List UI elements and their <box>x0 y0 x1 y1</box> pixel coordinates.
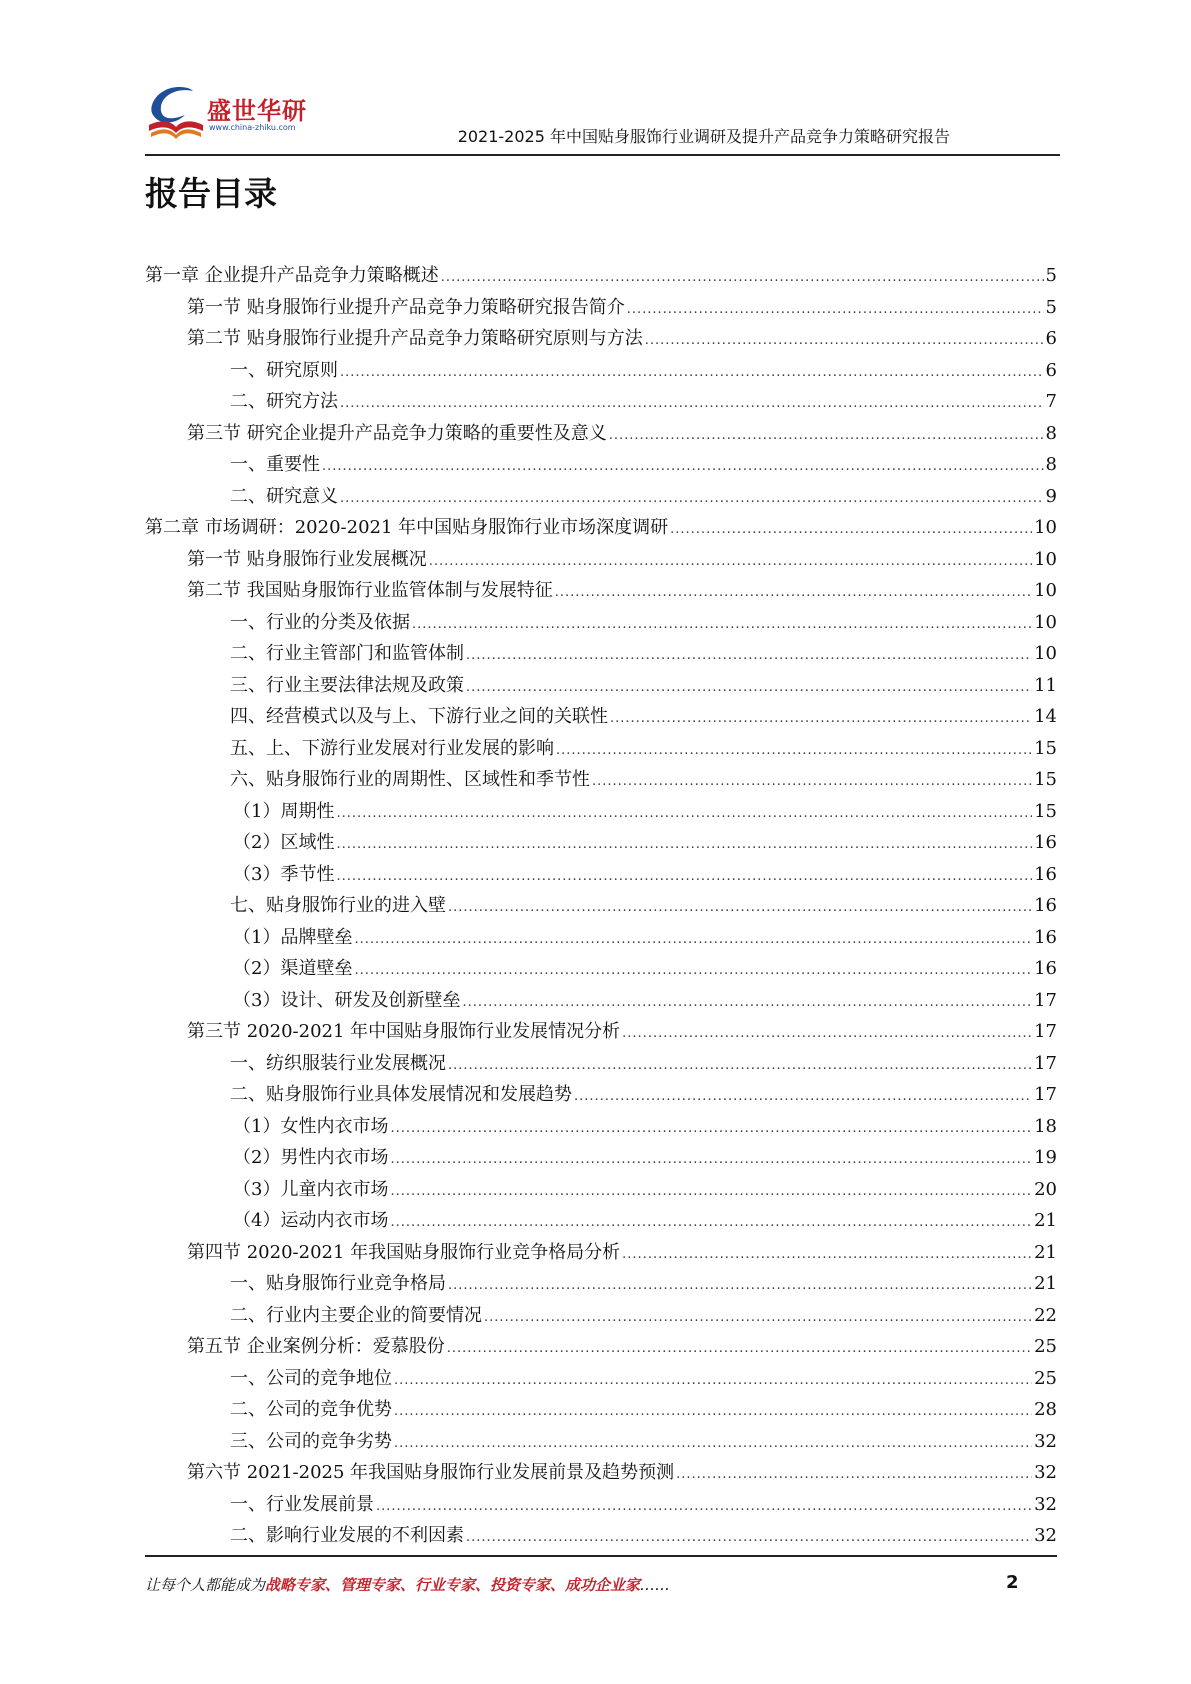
toc-entry-label: （3）儿童内衣市场 <box>233 1178 389 1200</box>
toc-entry-label: 一、公司的竞争地位 <box>230 1367 392 1389</box>
toc-entry-page: 16 <box>1034 863 1057 885</box>
toc-entry-page: 21 <box>1034 1273 1057 1294</box>
toc-leader-dots <box>336 829 1032 861</box>
toc-entry[interactable] <box>145 607 1057 639</box>
toc-entry[interactable] <box>145 827 1057 859</box>
toc-entry[interactable] <box>145 859 1057 891</box>
toc-entry-label: （4）运动内衣市场 <box>233 1210 389 1231</box>
report-title: 2021-2025 年中国贴身服饰行业调研及提升产品竞争力策略研究报告 <box>457 127 950 146</box>
toc-entry[interactable] <box>145 355 1057 387</box>
toc-entry-label: 一、贴身服饰行业竞争格局 <box>230 1273 446 1294</box>
toc-entry-label: 第三节 2020-2021 年中国贴身服饰行业发展情况分析 <box>187 1021 621 1042</box>
toc-entry-page: 6 <box>1045 359 1057 381</box>
toc-entry-page: 32 <box>1034 1462 1057 1483</box>
toc-entry[interactable] <box>145 1111 1057 1143</box>
toc-leader-dots <box>592 766 1032 798</box>
toc-entry[interactable] <box>145 1174 1057 1206</box>
toc-entry-label: 二、研究方法 <box>230 391 338 412</box>
table-of-contents <box>145 260 1057 1552</box>
toc-leader-dots <box>429 546 1032 578</box>
toc-entry[interactable] <box>145 1489 1057 1521</box>
footer-slogan-prefix: 让每个人都能成为 <box>145 1576 266 1594</box>
toc-leader-dots <box>322 451 1044 483</box>
toc-entry-label: 第五节 企业案例分析：爱慕股份 <box>187 1336 445 1357</box>
toc-entry[interactable] <box>145 890 1057 922</box>
logo-url: www.china-zhiku.com <box>209 123 296 132</box>
toc-entry-page: 28 <box>1034 1399 1057 1420</box>
toc-leader-dots <box>556 735 1032 767</box>
footer-slogan-highlight: 战略专家、管理专家、行业专家、投资专家、成功企业家 <box>265 1576 641 1594</box>
toc-entry-label: （1）品牌壁垒 <box>233 926 353 948</box>
toc-leader-dots <box>412 609 1032 641</box>
header-divider <box>145 154 1060 156</box>
toc-leader-dots <box>354 955 1032 987</box>
toc-entry-page: 16 <box>1034 832 1057 853</box>
toc-entry[interactable] <box>145 481 1057 513</box>
toc-entry-page: 7 <box>1045 391 1057 412</box>
footer-divider <box>145 1555 1057 1557</box>
toc-leader-dots <box>336 798 1032 830</box>
toc-entry-page: 15 <box>1034 800 1057 822</box>
toc-entry-page: 17 <box>1034 989 1057 1011</box>
toc-entry[interactable] <box>145 796 1057 828</box>
toc-entry-page: 22 <box>1034 1304 1057 1326</box>
toc-entry[interactable] <box>145 764 1057 796</box>
toc-entry[interactable] <box>145 985 1057 1017</box>
toc-entry-label: 二、影响行业发展的不利因素 <box>230 1525 464 1546</box>
toc-entry-label: 第三节 研究企业提升产品竞争力策略的重要性及意义 <box>187 422 607 444</box>
toc-entry-label: 第二节 贴身服饰行业提升产品竞争力策略研究原则与方法 <box>187 328 643 349</box>
logo-text: 盛世华研 <box>207 97 307 125</box>
toc-entry-page: 25 <box>1034 1336 1057 1357</box>
toc-leader-dots <box>622 1239 1032 1271</box>
toc-entry-page: 10 <box>1034 643 1057 664</box>
toc-entry-page: 19 <box>1034 1147 1057 1168</box>
toc-entry-label: 一、重要性 <box>230 454 320 475</box>
toc-entry-page: 25 <box>1034 1367 1057 1389</box>
toc-entry-label: （1）周期性 <box>233 800 335 822</box>
toc-entry-page: 20 <box>1034 1178 1057 1200</box>
toc-entry-label: （1）女性内衣市场 <box>233 1115 389 1137</box>
toc-leader-dots <box>390 1144 1032 1176</box>
toc-leader-dots <box>394 1428 1032 1460</box>
toc-leader-dots <box>390 1113 1032 1145</box>
toc-entry-label: （2）男性内衣市场 <box>233 1147 389 1168</box>
toc-entry-label: 三、行业主要法律法规及政策 <box>230 674 464 696</box>
toc-entry[interactable] <box>145 1426 1057 1458</box>
toc-entry[interactable] <box>145 1331 1057 1363</box>
toc-leader-dots <box>462 987 1032 1019</box>
toc-entry[interactable] <box>145 1142 1057 1174</box>
toc-entry-label: （3）设计、研发及创新壁垒 <box>233 989 461 1011</box>
toc-leader-dots <box>448 1270 1032 1302</box>
toc-leader-dots <box>390 1207 1032 1239</box>
toc-entry-label: 第一节 贴身服饰行业提升产品竞争力策略研究报告简介 <box>187 296 625 318</box>
toc-leader-dots <box>609 420 1044 452</box>
toc-entry-page: 10 <box>1034 548 1057 570</box>
toc-entry-page: 32 <box>1034 1493 1057 1515</box>
toc-entry-label: （3）季节性 <box>233 863 335 885</box>
toc-entry-label: 二、公司的竞争优势 <box>230 1399 392 1420</box>
book-swirl-icon <box>145 85 207 145</box>
toc-entry-page: 32 <box>1034 1430 1057 1452</box>
toc-entry-page: 16 <box>1034 958 1057 979</box>
toc-entry-page: 6 <box>1045 328 1057 349</box>
toc-entry-label: 四、经营模式以及与上、下游行业之间的关联性 <box>230 706 608 727</box>
toc-leader-dots <box>376 1491 1032 1523</box>
toc-entry-page: 16 <box>1034 895 1057 916</box>
toc-entry-label: 一、行业的分类及依据 <box>230 611 410 633</box>
page-number: 2 <box>1006 1572 1019 1593</box>
toc-entry-page: 10 <box>1034 611 1057 633</box>
toc-entry[interactable] <box>145 733 1057 765</box>
toc-entry[interactable] <box>145 1520 1057 1552</box>
toc-leader-dots <box>484 1302 1032 1334</box>
toc-entry-page: 17 <box>1034 1021 1057 1042</box>
toc-entry-page: 14 <box>1034 706 1057 727</box>
footer-slogan <box>145 1574 670 1595</box>
toc-leader-dots <box>447 1333 1032 1365</box>
toc-entry[interactable] <box>145 512 1057 544</box>
toc-leader-dots <box>336 861 1032 893</box>
toc-entry-label: （2）区域性 <box>233 832 335 853</box>
toc-leader-dots <box>340 357 1044 389</box>
toc-entry-page: 21 <box>1034 1210 1057 1231</box>
toc-entry-page: 16 <box>1034 926 1057 948</box>
toc-leader-dots <box>466 1522 1032 1554</box>
toc-entry-page: 8 <box>1045 422 1057 444</box>
toc-leader-dots <box>390 1176 1032 1208</box>
toc-entry[interactable] <box>145 670 1057 702</box>
toc-entry-label: 二、行业主管部门和监管体制 <box>230 643 464 664</box>
toc-entry[interactable] <box>145 953 1057 985</box>
toc-entry[interactable] <box>145 1048 1057 1080</box>
toc-entry-label: 二、贴身服饰行业具体发展情况和发展趋势 <box>230 1084 572 1105</box>
toc-entry[interactable] <box>145 575 1057 607</box>
toc-entry-page: 21 <box>1034 1241 1057 1263</box>
toc-leader-dots <box>394 1365 1032 1397</box>
toc-entry[interactable] <box>145 1394 1057 1426</box>
toc-entry[interactable] <box>145 260 1057 292</box>
toc-leader-dots <box>676 1459 1032 1491</box>
toc-entry-page: 15 <box>1034 769 1057 790</box>
toc-entry-label: 一、行业发展前景 <box>230 1493 374 1515</box>
toc-entry-label: 第一章 企业提升产品竞争力策略概述 <box>145 265 439 286</box>
toc-leader-dots <box>340 388 1044 420</box>
toc-entry-page: 11 <box>1034 674 1057 696</box>
toc-entry[interactable] <box>145 638 1057 670</box>
toc-entry-page: 10 <box>1034 580 1057 601</box>
toc-entry[interactable] <box>145 1363 1057 1395</box>
toc-entry-page: 8 <box>1045 454 1057 475</box>
page-title: 报告目录 <box>145 174 277 213</box>
toc-entry-label: 第四节 2020-2021 年我国贴身服饰行业竞争格局分析 <box>187 1241 621 1263</box>
toc-entry[interactable] <box>145 1205 1057 1237</box>
toc-entry-label: 二、研究意义 <box>230 485 338 507</box>
toc-entry-label: 第二章 市场调研：2020-2021 年中国贴身服饰行业市场深度调研 <box>145 517 669 538</box>
toc-leader-dots <box>555 577 1032 609</box>
toc-leader-dots <box>448 1050 1032 1082</box>
toc-entry[interactable] <box>145 1300 1057 1332</box>
toc-entry-page: 17 <box>1034 1084 1057 1105</box>
toc-leader-dots <box>448 892 1032 924</box>
toc-leader-dots <box>394 1396 1032 1428</box>
toc-leader-dots <box>670 514 1032 546</box>
toc-leader-dots <box>354 924 1032 956</box>
toc-entry-page: 9 <box>1045 485 1057 507</box>
toc-entry-label: 五、上、下游行业发展对行业发展的影响 <box>230 737 554 759</box>
company-logo <box>145 85 315 145</box>
toc-entry[interactable] <box>145 1457 1057 1489</box>
toc-entry-label: 三、公司的竞争劣势 <box>230 1430 392 1452</box>
toc-entry[interactable] <box>145 544 1057 576</box>
page-header <box>145 80 1060 160</box>
toc-entry-label: 二、行业内主要企业的简要情况 <box>230 1304 482 1326</box>
toc-entry[interactable] <box>145 386 1057 418</box>
toc-entry[interactable] <box>145 701 1057 733</box>
toc-entry[interactable] <box>145 449 1057 481</box>
toc-entry-page: 5 <box>1045 265 1057 286</box>
toc-leader-dots <box>622 1018 1032 1050</box>
toc-entry-label: 第二节 我国贴身服饰行业监管体制与发展特征 <box>187 580 553 601</box>
toc-leader-dots <box>340 483 1044 515</box>
toc-leader-dots <box>466 640 1032 672</box>
toc-entry-page: 15 <box>1034 737 1057 759</box>
toc-entry[interactable] <box>145 1016 1057 1048</box>
toc-entry-page: 5 <box>1045 296 1057 318</box>
toc-entry[interactable] <box>145 1268 1057 1300</box>
toc-entry-label: 一、纺织服装行业发展概况 <box>230 1052 446 1074</box>
toc-entry-label: 一、研究原则 <box>230 359 338 381</box>
toc-entry-label: 第一节 贴身服饰行业发展概况 <box>187 548 427 570</box>
toc-entry[interactable] <box>145 323 1057 355</box>
toc-entry[interactable] <box>145 1237 1057 1269</box>
toc-entry-page: 10 <box>1034 517 1057 538</box>
toc-leader-dots <box>466 672 1032 704</box>
toc-entry[interactable] <box>145 418 1057 450</box>
toc-leader-dots <box>574 1081 1032 1113</box>
toc-leader-dots <box>645 325 1044 357</box>
toc-entry-page: 17 <box>1034 1052 1057 1074</box>
toc-entry-page: 18 <box>1034 1115 1057 1137</box>
footer-slogan-suffix: …… <box>640 1576 671 1594</box>
toc-entry-page: 32 <box>1034 1525 1057 1546</box>
toc-entry[interactable] <box>145 922 1057 954</box>
toc-entry-label: 六、贴身服饰行业的周期性、区域性和季节性 <box>230 769 590 790</box>
toc-entry-label: （2）渠道壁垒 <box>233 958 353 979</box>
toc-leader-dots <box>441 262 1044 294</box>
toc-leader-dots <box>610 703 1032 735</box>
toc-entry[interactable] <box>145 1079 1057 1111</box>
toc-leader-dots <box>627 294 1044 326</box>
toc-entry-label: 第六节 2021-2025 年我国贴身服饰行业发展前景及趋势预测 <box>187 1462 675 1483</box>
toc-entry[interactable] <box>145 292 1057 324</box>
toc-entry-label: 七、贴身服饰行业的进入壁 <box>230 895 446 916</box>
